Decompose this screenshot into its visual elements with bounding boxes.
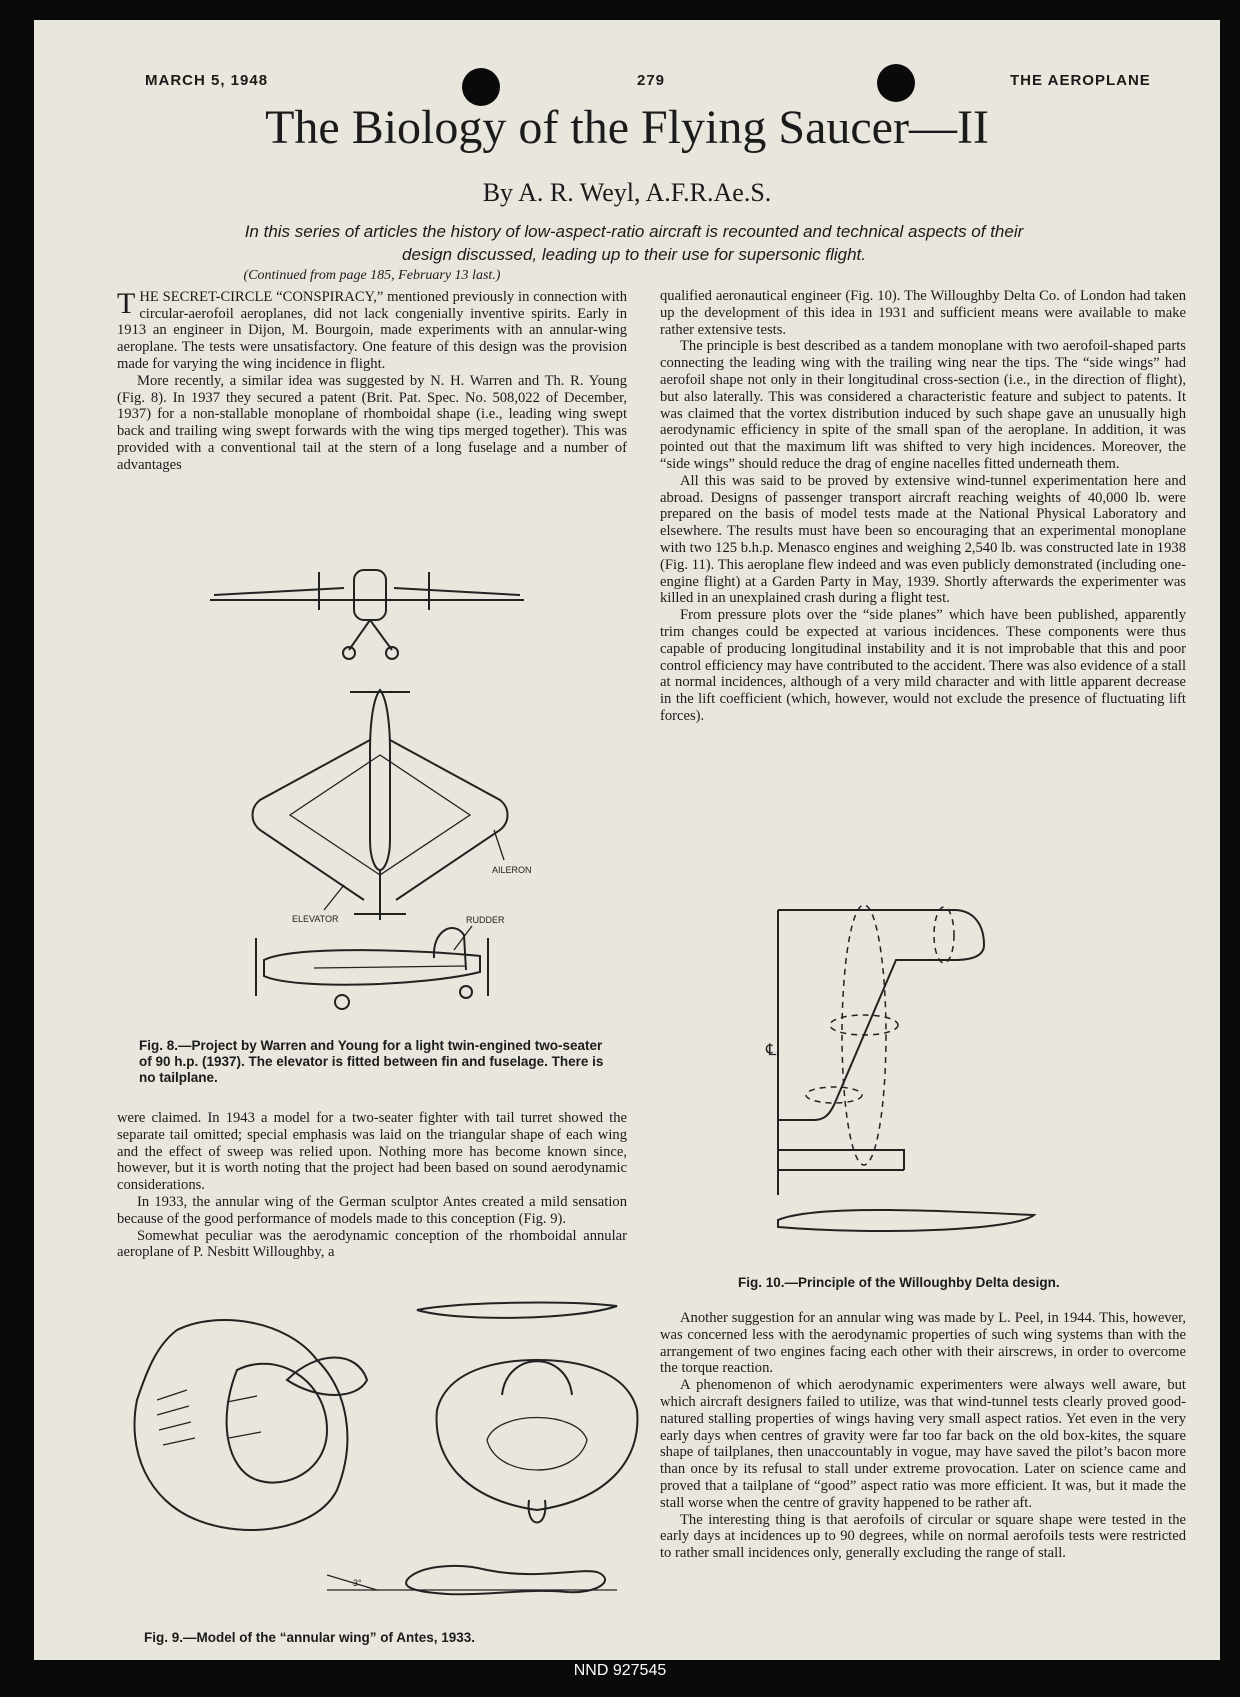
delta-plan-outline <box>778 910 984 1195</box>
front-view-airplane <box>210 570 524 659</box>
byline: By A. R. Weyl, A.F.R.Ae.S. <box>482 178 772 207</box>
fig-9-drawing <box>117 1290 637 1620</box>
issue-date: MARCH 5, 1948 <box>145 72 269 89</box>
column-2-bottom <box>660 1310 1186 1562</box>
fig-10-caption: Fig. 10.—Principle of the Willoughby Delta design. <box>738 1275 1060 1290</box>
page-number: 279 <box>637 72 666 89</box>
paragraph: From pressure plots over the “side planes” which have been published, apparently trim changes could be expected at various incidences. These components were thus capable of producing longitudinal instability and it is not improbable that this and poor control efficiency may have contributed to the accident. There was also evidence of a stall at normal incidences, although of a very mild character and with little apparent decrease in the lift coefficient (which, however, would not exclude the presence of fluctuating lift forces). <box>660 607 1186 724</box>
column-1-bottom <box>117 1110 627 1261</box>
front-view-ring <box>437 1360 638 1523</box>
paragraph: All this was said to be proved by extensive wind-tunnel experimentation here and abroad. Designs of passenger transport aircraft reaching weights of 40,000 lb. were prepared on the basis of model tests made at the National Physical Laboratory and elsewhere. The results must have been so encouraging that an experimental monoplane with two 125 b.h.p. Menasco engines and weighing 2,540 lb. was constructed late in 1938 (Fig. 11). This aeroplane flew indeed and was even publicly demonstrated (including one-engine flight) at a Garden Party in May, 1939. Shortly afterwards the experimenter was killed in an unexplained crash during a flight test. <box>660 472 1186 607</box>
paragraph: The interesting thing is that aerofoils of circular or square shape were tested in the early days at incidences up to 90 degrees, while on normal aerofoils tests were restricted to rather small incidences only, generally excluding the range of stall. <box>660 1511 1186 1562</box>
magazine-name: THE AEROPLANE <box>1010 72 1151 89</box>
perspective-model <box>135 1320 368 1530</box>
section-dashes <box>806 905 954 1165</box>
plan-view-airplane <box>253 690 532 924</box>
elevator-label: ELEVATOR <box>292 914 339 924</box>
magazine-page <box>34 20 1220 1660</box>
fig-9-caption: Fig. 9.—Model of the “annular wing” of Antes, 1933. <box>144 1630 476 1645</box>
side-profile <box>778 1210 1034 1231</box>
side-profile <box>327 1566 617 1594</box>
paragraph: In 1933, the annular wing of the German sculptor Antes created a mild sensation because of the good performance of models made to this conception (Fig. 9). <box>117 1193 627 1227</box>
paragraph <box>117 286 627 373</box>
paragraph: Somewhat peculiar was the aerodynamic conception of the rhomboidal annular aeroplane of P. Nesbitt Willoughby, a <box>117 1227 627 1261</box>
paragraph: Another suggestion for an annular wing was made by L. Peel, in 1944. This, however, was concerned less with the aerodynamic properties of such wing systems than with the arrangement of two engines facing each other with their airscrews, in order to overcome the torque reaction. <box>660 1310 1186 1377</box>
paragraph: More recently, a similar idea was suggested by N. H. Warren and Th. R. Young (Fig. 8). In 1937 they secured a patent (Brit. Pat. Spec. No. 508,022 of December, 1937) for a non-stallable monoplane of rhomboidal shape (i.e., leading wing swept back and trailing wing swept forwards with the wing tips merged together). This was provided with a conventional tail at the stern of a long fuselage and a number of advantages <box>117 372 627 473</box>
standfirst: In this series of articles the history of low-aspect-ratio aircraft is recounted and technical aspects of their design discussed, leading up to their use for supersonic flight. <box>244 222 1024 264</box>
aileron-label: AILERON <box>492 865 532 875</box>
side-view-airplane <box>256 915 505 1009</box>
column-1-top <box>117 268 627 474</box>
archive-reference: NND 927545 <box>573 1662 667 1679</box>
column-2-top <box>660 288 1186 725</box>
paragraph-text: HE SECRET-CIRCLE “CONSPIRACY,” mentioned previously in connection with circular-aerofoil aeroplanes, did not lack congenially inventive spirits. Early in 1913 an engineer in Dijon, M. Bourgoin, made experiments with an annular-wing aeroplane. The tests were unsatisfactory. One feature of this design was the provision made for varying the wing incidence in flight. <box>117 288 627 372</box>
punch-hole <box>877 64 915 102</box>
paragraph: The principle is best described as a tandem monoplane with two aerofoil-shaped parts connecting the leading wing with the trailing wing near the tips. The “side wings” had aerofoil shape not only in their longitudinal cross-section (i.e., in the direction of flight), but also laterally. This was considered a characteristic feature and subject to patents. It was claimed that the vortex distribution induced by such shape gave an unusually high aerodynamic efficiency in spite of the small span of the aeroplane. In addition, it was pointed out that the maximum lift was shifted to very high incidences. Moreover, the “side wings” should reduce the drag of engine nacelles fitted underneath them. <box>660 338 1186 472</box>
top-outline-profile <box>417 1303 617 1318</box>
article-title: The Biology of the Flying Saucer—II <box>265 101 989 154</box>
fig-8-drawing <box>204 540 564 1040</box>
fig-8-caption: Fig. 8.—Project by Warren and Young for a light twin-engined two-seater of 90 h.p. (1937). The elevator is fitted between fin and fuselage. There is no tailplane. <box>139 1038 604 1085</box>
fig-10-drawing <box>766 895 1074 1255</box>
angle-label: 3° <box>353 1578 362 1588</box>
centerline-symbol: ℄ <box>766 1042 777 1059</box>
paragraph: A phenomenon of which aerodynamic experimenters were always well aware, but which aircraft designers failed to utilize, was that wind-tunnel tests clearly proved good-natured stalling properties of wings having very small aspect ratios. Yet even in the very early days when centres of gravity were far too far back on the old box-kites, the square shape of tailplanes, then unaccountably in vogue, may have saved the pilot’s bacon more than once by its refusal to stall under extreme provocation. Later on science came and proved that a tailplane of “good” aspect ratio was more efficient. It was, but it made the stall worse when the centre of gravity happened to be rather aft. <box>660 1377 1186 1511</box>
paragraph: were claimed. In 1943 a model for a two-seater fighter with tail turret showed the separate tail omitted; special emphasis was laid on the triangular shape of each wing and the effect of sweep was relied upon. Nothing more has become known since, however, but it is worth noting that the project had been based on sound aerodynamic considerations. <box>117 1110 627 1194</box>
paragraph: qualified aeronautical engineer (Fig. 10). The Willoughby Delta Co. of London had taken up the development of this idea in 1931 and sufficient means were available to make rather extensive tests. <box>660 288 1186 338</box>
continued-note: (Continued from page 185, February 13 last.) <box>243 268 501 283</box>
drop-cap: T <box>117 286 136 320</box>
rudder-label: RUDDER <box>466 915 505 925</box>
